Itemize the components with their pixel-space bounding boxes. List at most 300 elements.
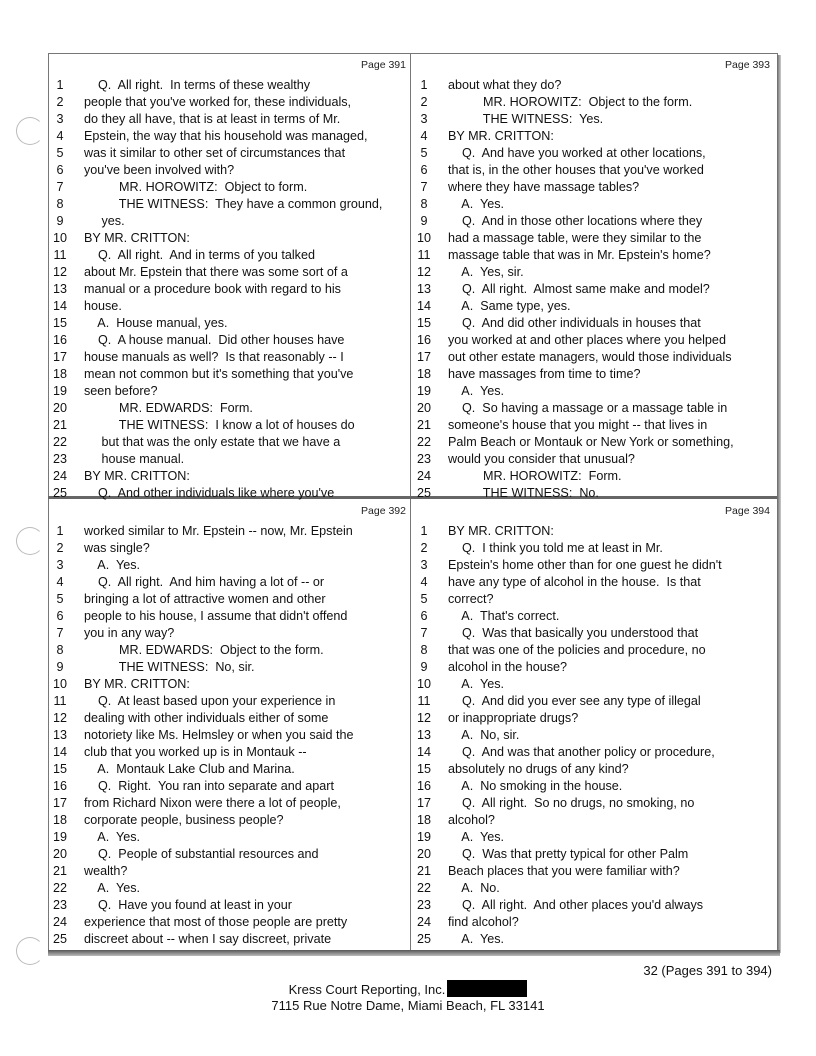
transcript-lines	[412, 77, 774, 502]
transcript-line	[48, 434, 410, 451]
line-number: 16	[416, 779, 431, 793]
transcript-line	[412, 451, 774, 468]
page-number-label: Page 394	[725, 505, 770, 517]
transcript-line	[412, 744, 774, 761]
transcript-line	[412, 485, 774, 502]
transcript-line	[412, 693, 774, 710]
transcript-line	[412, 145, 774, 162]
line-number: 19	[52, 830, 67, 844]
line-number: 22	[416, 435, 431, 449]
line-number: 9	[420, 660, 428, 674]
transcript-line	[412, 128, 774, 145]
line-text: Q. At least based upon your experience in	[84, 694, 336, 708]
line-text: Q. All right. And him having a lot of -- or	[84, 575, 325, 589]
line-text: MR. EDWARDS: Form.	[84, 401, 253, 415]
line-number: 7	[420, 626, 428, 640]
line-number: 24	[416, 469, 431, 483]
transcript-line	[412, 795, 774, 812]
transcript-line	[412, 281, 774, 298]
transcript-lines	[412, 523, 774, 948]
binder-hole-bottom	[16, 937, 44, 965]
transcript-line	[48, 298, 410, 315]
line-number: 18	[52, 367, 67, 381]
line-text: someone's house that you might -- that lives in	[448, 418, 708, 432]
line-text: house.	[84, 299, 122, 313]
line-number: 7	[420, 180, 428, 194]
line-number: 23	[416, 898, 431, 912]
transcript-line	[48, 897, 410, 914]
line-number: 17	[416, 796, 431, 810]
transcript-line	[412, 315, 774, 332]
transcript-line	[48, 349, 410, 366]
line-number: 25	[416, 932, 431, 946]
line-number: 2	[420, 541, 428, 555]
transcript-page-393	[412, 56, 774, 500]
line-number: 12	[416, 265, 431, 279]
line-number: 9	[56, 214, 64, 228]
transcript-line	[412, 846, 774, 863]
line-number: 18	[52, 813, 67, 827]
transcript-line	[412, 162, 774, 179]
line-number: 19	[52, 384, 67, 398]
line-text: A. Yes.	[448, 197, 505, 211]
transcript-line	[48, 931, 410, 948]
line-text: dealing with other individuals either of some	[84, 711, 329, 725]
line-number: 2	[420, 95, 428, 109]
line-number: 21	[52, 864, 67, 878]
line-text: A. House manual, yes.	[84, 316, 228, 330]
transcript-line	[48, 540, 410, 557]
line-text: Q. All right. And in terms of you talked	[84, 248, 315, 262]
line-text: A. Yes.	[448, 677, 505, 691]
transcript-line	[412, 914, 774, 931]
transcript-line	[412, 111, 774, 128]
line-number: 15	[416, 762, 431, 776]
line-text: A. Yes.	[448, 830, 505, 844]
transcript-line	[412, 468, 774, 485]
transcript-line	[48, 642, 410, 659]
line-text: correct?	[448, 592, 494, 606]
line-text: massage table that was in Mr. Epstein's home?	[448, 248, 711, 262]
line-text: that was one of the policies and procedure, no	[448, 643, 706, 657]
line-number: 4	[420, 575, 428, 589]
line-text: Q. So having a massage or a massage table in	[448, 401, 728, 415]
line-number: 3	[56, 112, 64, 126]
transcript-line	[48, 659, 410, 676]
redaction-box	[447, 980, 527, 997]
line-number: 13	[416, 728, 431, 742]
transcript-line	[412, 642, 774, 659]
line-text: you in any way?	[84, 626, 175, 640]
transcript-line	[412, 574, 774, 591]
line-text: was single?	[84, 541, 150, 555]
transcript-line	[48, 111, 410, 128]
line-number: 8	[56, 643, 64, 657]
transcript-line	[48, 608, 410, 625]
transcript-line	[48, 128, 410, 145]
line-number: 20	[52, 401, 67, 415]
transcript-line	[412, 591, 774, 608]
line-number: 23	[416, 452, 431, 466]
transcript-line	[412, 417, 774, 434]
transcript-line	[48, 812, 410, 829]
transcript-line	[48, 196, 410, 213]
transcript-line	[412, 625, 774, 642]
line-text: yes.	[84, 214, 125, 228]
column-divider	[410, 53, 411, 953]
line-text: notoriety like Ms. Helmsley or when you said the	[84, 728, 354, 742]
binder-hole-top	[16, 117, 44, 145]
transcript-line	[412, 434, 774, 451]
line-text: A. No smoking in the house.	[448, 779, 623, 793]
line-number: 23	[52, 452, 67, 466]
line-text: THE WITNESS: They have a common ground,	[84, 197, 383, 211]
line-number: 4	[56, 575, 64, 589]
transcript-line	[48, 676, 410, 693]
line-number: 6	[420, 163, 428, 177]
line-number: 14	[416, 299, 431, 313]
line-text: you worked at and other places where you helped	[448, 333, 726, 347]
transcript-line	[412, 213, 774, 230]
line-text: you've been involved with?	[84, 163, 235, 177]
line-text: Q. Was that pretty typical for other Palm	[448, 847, 689, 861]
line-number: 20	[416, 401, 431, 415]
line-number: 6	[56, 163, 64, 177]
line-number: 9	[420, 214, 428, 228]
transcript-line	[48, 880, 410, 897]
transcript-line	[48, 795, 410, 812]
line-text: bringing a lot of attractive women and other	[84, 592, 326, 606]
line-text: absolutely no drugs of any kind?	[448, 762, 629, 776]
transcript-line	[412, 761, 774, 778]
line-number: 10	[52, 231, 67, 245]
line-text: Q. I think you told me at least in Mr.	[448, 541, 663, 555]
transcript-line	[412, 931, 774, 948]
transcript-line	[48, 281, 410, 298]
transcript-line	[412, 897, 774, 914]
line-text: seen before?	[84, 384, 158, 398]
line-text: alcohol?	[448, 813, 495, 827]
line-number: 21	[416, 418, 431, 432]
transcript-line	[48, 247, 410, 264]
transcript-line	[48, 914, 410, 931]
transcript-line	[412, 829, 774, 846]
line-text: Epstein's home other than for one guest he didn't	[448, 558, 722, 572]
page-number-label: Page 393	[725, 59, 770, 71]
transcript-line	[48, 846, 410, 863]
line-text: Q. And did other individuals in houses that	[448, 316, 701, 330]
line-text: BY MR. CRITTON:	[448, 524, 554, 538]
line-number: 9	[56, 660, 64, 674]
line-text: BY MR. CRITTON:	[448, 129, 554, 143]
line-number: 17	[416, 350, 431, 364]
transcript-line	[48, 574, 410, 591]
line-number: 13	[416, 282, 431, 296]
transcript-line	[412, 557, 774, 574]
line-text: house manual.	[84, 452, 185, 466]
transcript-line	[48, 230, 410, 247]
line-text: A. No.	[448, 881, 500, 895]
line-number: 22	[416, 881, 431, 895]
line-number: 8	[56, 197, 64, 211]
line-text: Q. All right. And other places you'd always	[448, 898, 704, 912]
transcript-line	[412, 727, 774, 744]
line-text: about what they do?	[448, 78, 562, 92]
transcript-line	[48, 778, 410, 795]
transcript-line	[412, 196, 774, 213]
line-text: A. Yes.	[84, 830, 141, 844]
line-number: 2	[56, 541, 64, 555]
line-number: 1	[420, 78, 428, 92]
line-number: 5	[56, 592, 64, 606]
line-number: 18	[416, 367, 431, 381]
line-text: people to his house, I assume that didn't offend	[84, 609, 348, 623]
transcript-page-394	[412, 502, 774, 946]
line-number: 14	[52, 745, 67, 759]
line-text: Q. All right. In terms of these wealthy	[84, 78, 311, 92]
transcript-line	[412, 400, 774, 417]
transcript-line	[48, 710, 410, 727]
line-number: 6	[56, 609, 64, 623]
line-text: MR. HOROWITZ: Form.	[448, 469, 622, 483]
transcript-line	[48, 693, 410, 710]
transcript-line	[48, 162, 410, 179]
footer-address: 7115 Rue Notre Dame, Miami Beach, FL 33141	[271, 998, 545, 1013]
line-text: Q. Right. You ran into separate and apart	[84, 779, 334, 793]
line-text: do they all have, that is at least in terms of Mr.	[84, 112, 341, 126]
line-number: 10	[416, 677, 431, 691]
line-number: 7	[56, 180, 64, 194]
line-number: 24	[416, 915, 431, 929]
transcript-line	[48, 213, 410, 230]
line-number: 4	[420, 129, 428, 143]
line-number: 5	[420, 592, 428, 606]
line-number: 3	[420, 112, 428, 126]
line-text: Q. Was that basically you understood that	[448, 626, 699, 640]
line-number: 11	[417, 248, 431, 262]
line-number: 7	[56, 626, 64, 640]
line-number: 25	[52, 486, 67, 500]
line-text: about Mr. Epstein that there was some sort of a	[84, 265, 348, 279]
line-text: was it similar to other set of circumstances that	[84, 146, 346, 160]
line-text: A. Same type, yes.	[448, 299, 571, 313]
binder-hole-middle	[16, 527, 44, 555]
transcript-line	[48, 591, 410, 608]
transcript-page-392	[48, 502, 410, 946]
transcript-page-391	[48, 56, 410, 500]
transcript-line	[48, 94, 410, 111]
line-text: A. Yes.	[84, 558, 141, 572]
frame-shadow-bottom	[48, 950, 780, 956]
line-text: Q. And other individuals like where you've	[84, 486, 335, 500]
line-number: 21	[52, 418, 67, 432]
transcript-line	[48, 77, 410, 94]
line-text: A. No, sir.	[448, 728, 520, 742]
line-number: 1	[420, 524, 428, 538]
line-number: 22	[52, 435, 67, 449]
line-number: 24	[52, 915, 67, 929]
line-text: Palm Beach or Montauk or New York or something,	[448, 435, 734, 449]
transcript-line	[48, 179, 410, 196]
transcript-line	[412, 880, 774, 897]
line-number: 15	[52, 762, 67, 776]
line-number: 3	[56, 558, 64, 572]
line-number: 15	[416, 316, 431, 330]
line-number: 16	[52, 779, 67, 793]
transcript-line	[412, 778, 774, 795]
line-number: 3	[420, 558, 428, 572]
line-number: 23	[52, 898, 67, 912]
line-text: MR. HOROWITZ: Object to form.	[84, 180, 308, 194]
line-text: THE WITNESS: No.	[448, 486, 599, 500]
line-text: alcohol in the house?	[448, 660, 568, 674]
transcript-line	[412, 540, 774, 557]
transcript-line	[412, 608, 774, 625]
line-number: 25	[52, 932, 67, 946]
line-text: BY MR. CRITTON:	[84, 469, 190, 483]
transcript-line	[412, 812, 774, 829]
line-number: 5	[420, 146, 428, 160]
line-text: discreet about -- when I say discreet, private	[84, 932, 332, 946]
line-number: 1	[56, 524, 64, 538]
line-text: find alcohol?	[448, 915, 519, 929]
line-number: 5	[56, 146, 64, 160]
line-text: have massages from time to time?	[448, 367, 641, 381]
line-number: 22	[52, 881, 67, 895]
transcript-line	[48, 332, 410, 349]
transcript-line	[412, 383, 774, 400]
line-number: 24	[52, 469, 67, 483]
line-text: have any type of alcohol in the house. Is that	[448, 575, 701, 589]
line-text: manual or a procedure book with regard to his	[84, 282, 341, 296]
line-text: MR. EDWARDS: Object to the form.	[84, 643, 324, 657]
line-text: Q. All right. Almost same make and model?	[448, 282, 710, 296]
line-number: 20	[52, 847, 67, 861]
transcript-lines	[48, 77, 410, 502]
line-text: that is, in the other houses that you've worked	[448, 163, 704, 177]
transcript-line	[412, 264, 774, 281]
transcript-line	[48, 625, 410, 642]
line-number: 4	[56, 129, 64, 143]
footer-page-range: 32 (Pages 391 to 394)	[643, 963, 772, 978]
transcript-line	[48, 451, 410, 468]
transcript-line	[412, 230, 774, 247]
line-number: 14	[416, 745, 431, 759]
line-text: MR. HOROWITZ: Object to the form.	[448, 95, 693, 109]
line-number: 12	[52, 711, 67, 725]
line-text: or inappropriate drugs?	[448, 711, 579, 725]
transcript-line	[412, 77, 774, 94]
line-number: 11	[53, 694, 67, 708]
company-name: Kress Court Reporting, Inc.	[288, 982, 446, 997]
transcript-line	[412, 179, 774, 196]
transcript-line	[412, 247, 774, 264]
line-text: A. Montauk Lake Club and Marina.	[84, 762, 295, 776]
line-text: people that you've worked for, these individuals,	[84, 95, 352, 109]
line-text: THE WITNESS: Yes.	[448, 112, 604, 126]
transcript-line	[48, 863, 410, 880]
line-number: 17	[52, 796, 67, 810]
line-text: A. Yes.	[448, 932, 505, 946]
line-text: A. Yes.	[84, 881, 141, 895]
line-number: 25	[416, 486, 431, 500]
line-text: club that you worked up is in Montauk --	[84, 745, 307, 759]
line-number: 21	[416, 864, 431, 878]
transcript-line	[48, 264, 410, 281]
line-number: 12	[52, 265, 67, 279]
transcript-line	[48, 417, 410, 434]
transcript-line	[48, 366, 410, 383]
line-text: A. That's correct.	[448, 609, 560, 623]
page-number-label: Page 391	[361, 59, 406, 71]
line-text: wealth?	[84, 864, 128, 878]
line-number: 14	[52, 299, 67, 313]
transcript-line	[48, 485, 410, 502]
line-text: out other estate managers, would those individuals	[448, 350, 732, 364]
line-number: 1	[56, 78, 64, 92]
line-text: corporate people, business people?	[84, 813, 284, 827]
line-text: Q. A house manual. Did other houses have	[84, 333, 345, 347]
transcript-line	[48, 829, 410, 846]
line-number: 12	[416, 711, 431, 725]
line-text: experience that most of those people are pretty	[84, 915, 348, 929]
transcript-line	[48, 523, 410, 540]
line-text: A. Yes, sir.	[448, 265, 524, 279]
transcript-line	[48, 761, 410, 778]
line-text: mean not common but it's something that you've	[84, 367, 354, 381]
line-text: Q. People of substantial resources and	[84, 847, 319, 861]
line-number: 13	[52, 282, 67, 296]
line-number: 11	[53, 248, 67, 262]
line-number: 20	[416, 847, 431, 861]
line-number: 10	[416, 231, 431, 245]
line-number: 17	[52, 350, 67, 364]
line-text: Q. And was that another policy or procedure,	[448, 745, 715, 759]
line-number: 8	[420, 197, 428, 211]
line-number: 10	[52, 677, 67, 691]
line-number: 13	[52, 728, 67, 742]
line-number: 18	[416, 813, 431, 827]
transcript-lines	[48, 523, 410, 948]
line-text: THE WITNESS: No, sir.	[84, 660, 255, 674]
line-text: Q. All right. So no drugs, no smoking, no	[448, 796, 695, 810]
transcript-line	[48, 145, 410, 162]
line-text: Epstein, the way that his household was managed,	[84, 129, 368, 143]
line-text: would you consider that unusual?	[448, 452, 635, 466]
transcript-line	[48, 727, 410, 744]
transcript-line	[48, 557, 410, 574]
line-number: 16	[416, 333, 431, 347]
line-text: A. Yes.	[448, 384, 505, 398]
line-text: had a massage table, were they similar to the	[448, 231, 702, 245]
line-text: Q. And in those other locations where they	[448, 214, 703, 228]
line-number: 6	[420, 609, 428, 623]
line-text: Q. And did you ever see any type of illegal	[448, 694, 701, 708]
line-text: Q. And have you worked at other locations,	[448, 146, 706, 160]
line-text: house manuals as well? Is that reasonably -- I	[84, 350, 344, 364]
line-number: 15	[52, 316, 67, 330]
line-text: worked similar to Mr. Epstein -- now, Mr. Epstein	[84, 524, 353, 538]
line-text: BY MR. CRITTON:	[84, 231, 190, 245]
line-number: 8	[420, 643, 428, 657]
line-text: Q. Have you found at least in your	[84, 898, 292, 912]
page-number-label: Page 392	[361, 505, 406, 517]
line-number: 2	[56, 95, 64, 109]
line-number: 19	[416, 384, 431, 398]
transcript-line	[412, 523, 774, 540]
transcript-line	[412, 366, 774, 383]
line-number: 19	[416, 830, 431, 844]
